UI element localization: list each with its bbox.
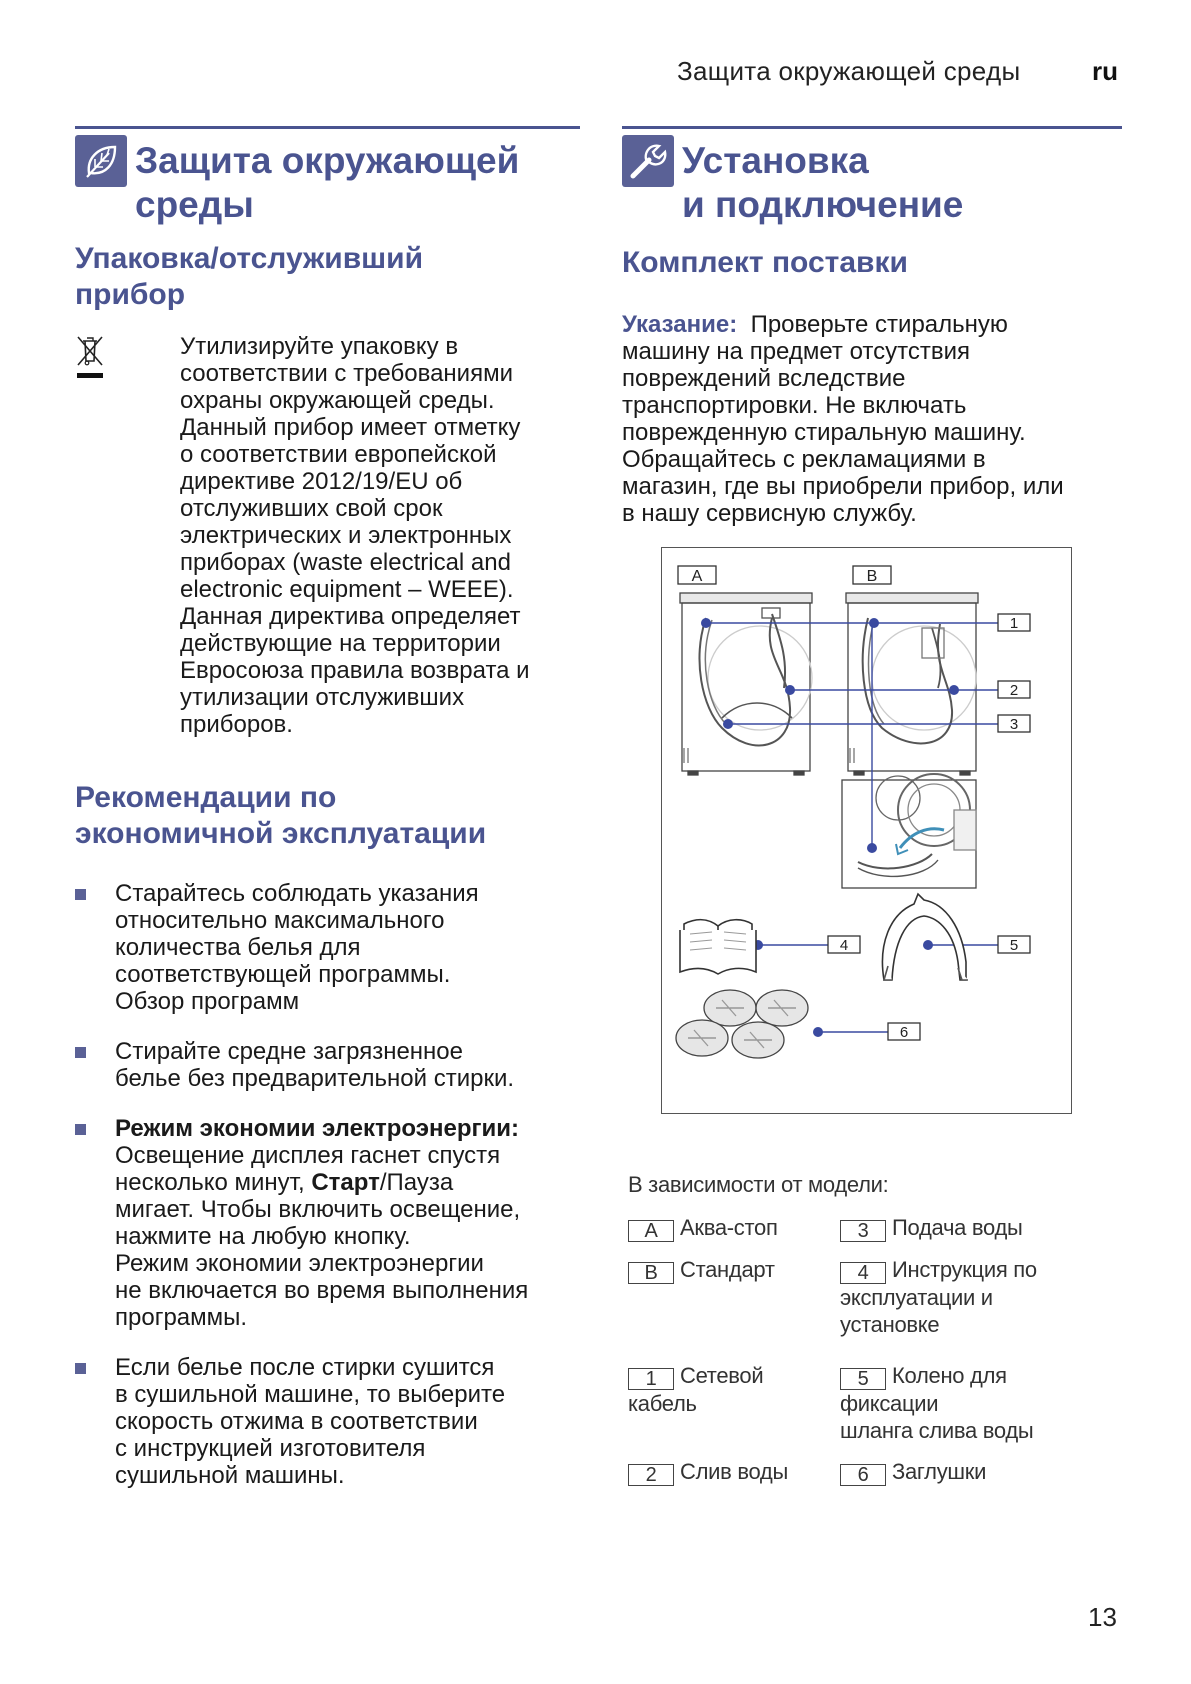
right-column xyxy=(622,126,1122,527)
delivery-note: Указание: Проверьте стиральную машину на предмет отсутствия повреждений вследствие транспортировки. Не включать поврежденную стиральную машину. Обращайтесь с рекламациями в магазин, где вы приобрели прибор, или в нашу сервисную службу. xyxy=(622,311,1064,527)
running-header-section: Защита окружающей среды xyxy=(677,56,1021,86)
legend-item: 5 Колено для фиксации шланга слива воды xyxy=(840,1363,1034,1443)
list-item: Режим экономии электроэнергии: Освещение дисплея гаснет спустя несколько минут, Старт/Пауза мигает. Чтобы включить освещение, нажмите на любую кнопку. Режим экономии электроэнергии не включается во время выполнения программы. xyxy=(75,1115,580,1331)
economy-heading: Рекомендации по экономичной эксплуатации xyxy=(75,781,487,850)
pointer-dots xyxy=(701,618,959,1037)
figure-illustration xyxy=(662,548,1071,1113)
page-number: 13 xyxy=(1088,1602,1117,1632)
label-b xyxy=(853,566,891,585)
legend-key: 3 xyxy=(840,1220,886,1242)
legend-key: 5 xyxy=(840,1368,886,1390)
figure-legend xyxy=(628,1172,1098,1486)
label-4 xyxy=(828,936,860,954)
legend-item: A Аква-стоп xyxy=(628,1214,840,1242)
economy-tips-list xyxy=(75,880,580,1489)
label-a xyxy=(678,566,716,585)
environment-title-block xyxy=(75,131,580,227)
label-6 xyxy=(888,1023,920,1041)
label-2 xyxy=(998,681,1030,699)
legend-key: 1 xyxy=(628,1368,674,1390)
legend-key: 2 xyxy=(628,1464,674,1486)
label-5 xyxy=(998,936,1030,954)
drain-hose-detail-illustration xyxy=(842,774,976,888)
svg-text:5: 5 xyxy=(1009,937,1019,954)
svg-text:3: 3 xyxy=(1009,716,1019,733)
delivery-contents-figure xyxy=(661,547,1072,1114)
delivery-heading: Комплект поставки xyxy=(622,246,908,279)
left-column xyxy=(75,126,580,1512)
wrench-icon xyxy=(622,135,674,187)
legend-key: B xyxy=(628,1262,674,1284)
svg-text:2: 2 xyxy=(1009,682,1019,699)
bullet-marker xyxy=(75,889,86,900)
washing-machine-b-illustration xyxy=(846,593,978,775)
svg-text:1: 1 xyxy=(1009,615,1019,632)
svg-text:B: B xyxy=(866,568,878,585)
legend-item: 2 Слив воды xyxy=(628,1458,840,1486)
legend-key: 4 xyxy=(840,1262,886,1284)
crossed-bin-icon xyxy=(75,335,105,381)
legend-grid xyxy=(628,1214,1098,1486)
list-item: Старайтесь соблюдать указания относительно максимального количества белья для соответствующей программы. Обзор программ xyxy=(75,880,580,1015)
running-header-language: ru xyxy=(1092,56,1118,86)
caps-illustration xyxy=(676,990,808,1058)
installation-title: Установка и подключение xyxy=(682,140,964,225)
svg-text:6: 6 xyxy=(899,1024,909,1041)
leaf-icon xyxy=(75,135,127,187)
svg-text:A: A xyxy=(691,568,703,585)
legend-caption: В зависимости от модели: xyxy=(628,1172,889,1197)
legend-key: A xyxy=(628,1220,674,1242)
weee-description: Утилизируйте упаковку в соответствии с требованиями охраны окружающей среды. Данный прибор имеет отметку о соответствии европейской директиве 2012/19/EU об отслуживших свой срок электрических и электронных приборах (waste electrical and electronic equipment – WEEE). Данная директива определяет действующие на территории Евросоюза правила возврата и утилизации отслуживших приборов. xyxy=(180,333,530,738)
manual-book-icon xyxy=(680,920,756,974)
legend-item: 1 Сетевой кабель xyxy=(628,1363,764,1416)
bullet-marker xyxy=(75,1363,86,1374)
svg-text:4: 4 xyxy=(839,937,849,954)
legend-item: 4 Инструкция по эксплуатации и установке xyxy=(840,1257,1037,1337)
title-rule xyxy=(622,126,1122,129)
legend-item: 3 Подача воды xyxy=(840,1214,1090,1242)
legend-item: B Стандарт xyxy=(628,1256,840,1338)
legend-item: 6 Заглушки xyxy=(840,1458,1090,1486)
hose-bend-icon xyxy=(882,894,968,980)
packaging-heading: Упаковка/отслуживший прибор xyxy=(75,242,424,311)
list-item: Если белье после стирки сушится в сушильной машине, то выберите скорость отжима в соответствии с инструкцией изготовителя сушильной машины. xyxy=(75,1354,580,1489)
installation-title-block xyxy=(622,131,1122,227)
label-3 xyxy=(998,715,1030,733)
bullet-marker xyxy=(75,1047,86,1058)
legend-key: 6 xyxy=(840,1464,886,1486)
list-item: Стирайте средне загрязненное белье без предварительной стирки. xyxy=(75,1038,580,1092)
label-1 xyxy=(998,614,1030,632)
environment-title: Защита окружающей среды xyxy=(135,140,520,225)
title-rule xyxy=(75,126,580,129)
washing-machine-a-illustration xyxy=(680,593,812,775)
weee-section xyxy=(75,333,580,738)
bullet-marker xyxy=(75,1124,86,1135)
